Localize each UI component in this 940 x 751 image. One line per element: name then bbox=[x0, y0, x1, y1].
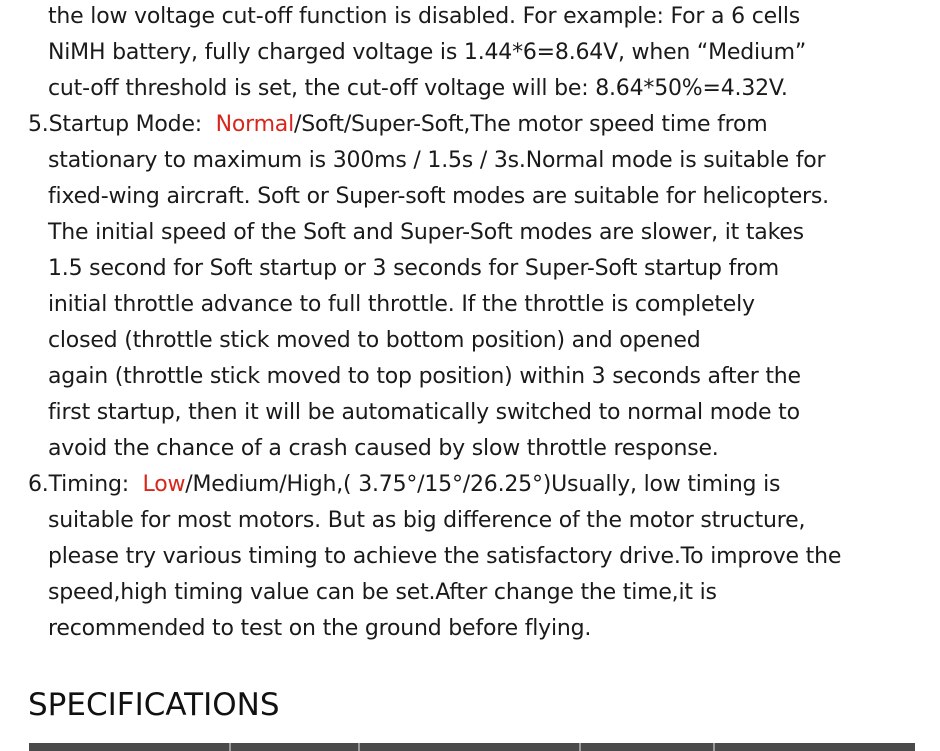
timing-line-3: speed,high timing value can be set.After change the time,it is bbox=[48, 580, 717, 605]
intro-line-3: cut-off threshold is set, the cut-off voltage will be: 8.64*50%=4.32V. bbox=[48, 76, 788, 101]
timing-options-text: /Medium/High,( 3.75°/15°/26.25°)Usually, low timing is bbox=[185, 472, 781, 497]
startup-mode-default-value: Normal bbox=[215, 112, 294, 137]
timing-line-2: please try various timing to achieve the satisfactory drive.To improve the bbox=[48, 544, 842, 569]
table-column-divider bbox=[579, 743, 581, 751]
startup-mode-line-1: stationary to maximum is 300ms / 1.5s / 3s.Normal mode is suitable for bbox=[48, 148, 826, 173]
startup-mode-line-2: fixed-wing aircraft. Soft or Super-soft modes are suitable for helicopters. bbox=[48, 184, 829, 209]
startup-mode-line-4: 1.5 second for Soft startup or 3 seconds for Super-Soft startup from bbox=[48, 256, 779, 281]
startup-mode-line-5: initial throttle advance to full throttle. If the throttle is completely bbox=[48, 292, 755, 317]
startup-mode-line-9: avoid the chance of a crash caused by slow throttle response. bbox=[48, 436, 719, 461]
startup-mode-heading-line bbox=[28, 107, 768, 143]
startup-mode-line-8: first startup, then it will be automatically switched to normal mode to bbox=[48, 400, 800, 425]
table-column-divider bbox=[229, 743, 231, 751]
specifications-table-header bbox=[29, 743, 915, 751]
timing-line-1: suitable for most motors. But as big difference of the motor structure, bbox=[48, 508, 806, 533]
startup-mode-line-7: again (throttle stick moved to top position) within 3 seconds after the bbox=[48, 364, 801, 389]
timing-default-value: Low bbox=[142, 472, 186, 497]
intro-line-1: the low voltage cut-off function is disabled. For example: For a 6 cells bbox=[48, 4, 801, 29]
timing-label: 6.Timing: bbox=[28, 472, 129, 497]
timing-line-4: recommended to test on the ground before flying. bbox=[48, 616, 592, 641]
startup-mode-line-6: closed (throttle stick moved to bottom position) and opened bbox=[48, 328, 701, 353]
intro-line-2: NiMH battery, fully charged voltage is 1.44*6=8.64V, when “Medium” bbox=[48, 40, 807, 65]
startup-mode-options-text: /Soft/Super-Soft,The motor speed time from bbox=[294, 112, 768, 137]
specifications-heading: SPECIFICATIONS bbox=[28, 687, 280, 723]
startup-mode-label: 5.Startup Mode: bbox=[28, 112, 202, 137]
startup-mode-line-3: The initial speed of the Soft and Super-Soft modes are slower, it takes bbox=[48, 220, 804, 245]
table-column-divider bbox=[358, 743, 360, 751]
table-column-divider bbox=[713, 743, 715, 751]
timing-heading-line bbox=[28, 467, 780, 503]
